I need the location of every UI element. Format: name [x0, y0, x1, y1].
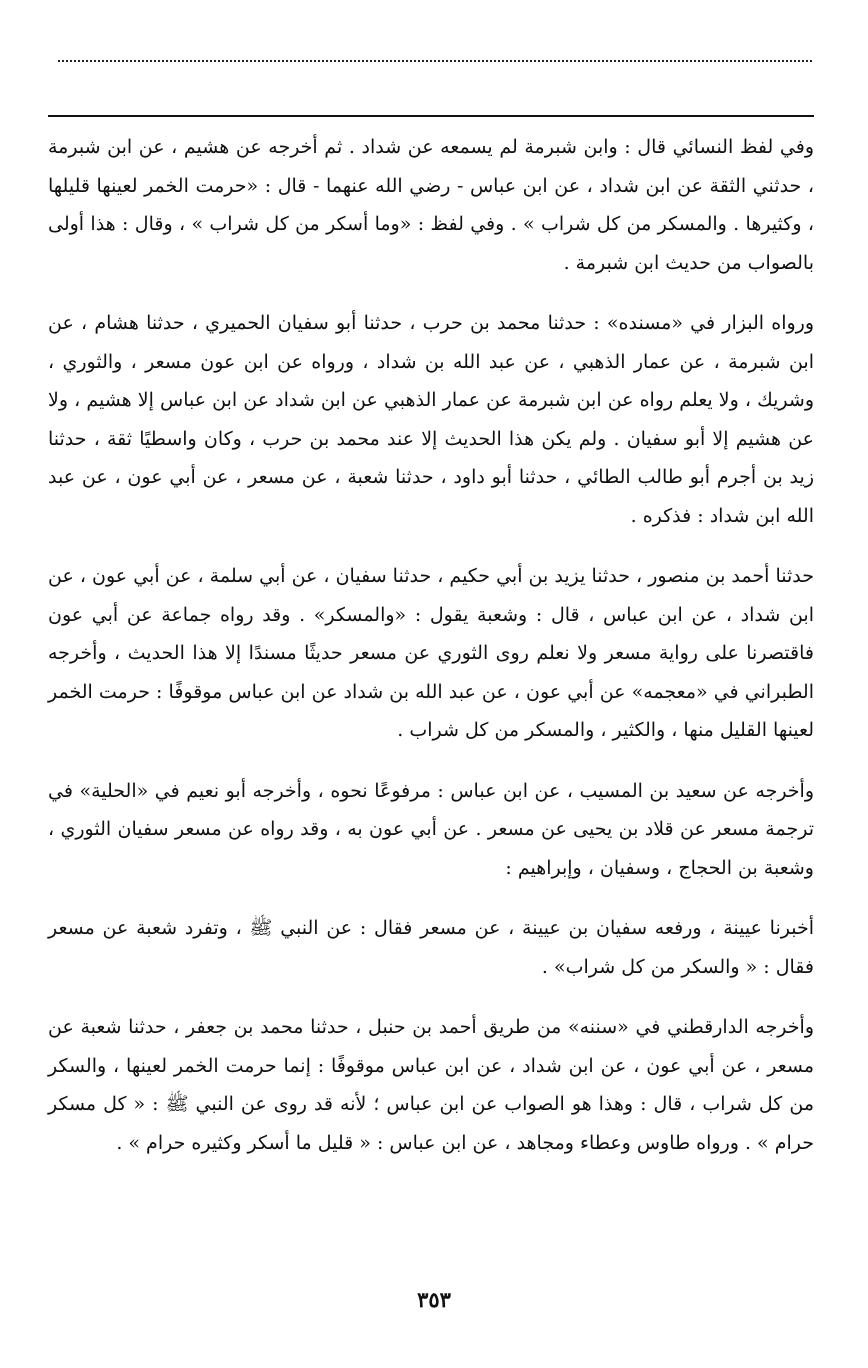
page-number: ٣٥٣ [417, 1287, 451, 1312]
paragraph-4: وأخرجه عن سعيد بن المسيب ، عن ابن عباس : مرفوعًا نحوه ، وأخرجه أبو نعيم في «الحلية» في ترجمة مسعر عن قلاد بن يحيى عن مسعر . عن أبي عون به ، وقد رواه عن مسعر سفيان الثوري ، وشعبة بن الحجاج ، وسفيان ، وإبراهيم : [48, 779, 814, 879]
paragraph-6: وأخرجه الدارقطني في «سننه» من طريق أحمد بن حنبل ، حدثنا محمد بن جعفر ، حدثنا شعبة عن مسعر ، عن أبي عون ، عن ابن شداد ، عن ابن عباس موقوفًا : إنما حرمت الخمر لعينها ، والسكر من كل شراب ، قال : وهذا هو الصواب عن ابن عباس ؛ لأنه قد روى عن النبي ﷺ : « كل مسكر حرام » . ورواه طاوس وعطاء ومجاهد ، عن ابن عباس : « قليل ما أسكر وكثيره حرام » . [48, 1016, 814, 1154]
paragraph-2: ورواه البزار في «مسنده» : حدثنا محمد بن حرب ، حدثنا أبو سفيان الحميري ، حدثنا هشام ، عن ابن شبرمة ، عن عمار الذهبي ، عن عبد الله بن شداد ، ورواه عن ابن عون مسعر ، والثوري ، وشريك ، ولا يعلم رواه عن ابن شبرمة عن عمار الذهبي عن ابن شداد عن ابن عباس إلا هشيم ، ولا عن هشيم إلا أبو سفيان . ولم يكن هذا الحديث إلا عند محمد بن حرب ، وكان واسطيًا ثقة ، حدثنا زيد بن أجرم أبو طالب الطائي ، حدثنا أبو داود ، حدثنا شعبة ، عن مسعر ، عن أبي عون ، عن عبد الله ابن شداد : فذكره . [48, 312, 814, 527]
paragraph-5: أخبرنا عيينة ، ورفعه سفيان بن عيينة ، عن مسعر فقال : عن النبي ﷺ ، وتفرد شعبة عن مسعر فقال : « والسكر من كل شراب» . [48, 917, 814, 978]
paragraph-1: وفي لفظ النسائي قال : وابن شبرمة لم يسمعه عن شداد . ثم أخرجه عن هشيم ، عن ابن شبرمة ، حدثني الثقة عن ابن شداد ، عن ابن عباس - رضي الله عنهما - قال : «حرمت الخمر لعينها قليلها ، وكثيرها . والمسكر من كل شراب » . وفي لفظ : «وما أسكر من كل شراب » ، وقال : هذا أولى بالصواب من حديث ابن شبرمة . [48, 136, 814, 274]
header-rule [48, 115, 814, 117]
page-body [48, 128, 814, 1184]
header-dotted-leader [58, 60, 812, 62]
paragraph-3: حدثنا أحمد بن منصور ، حدثنا يزيد بن أبي حكيم ، حدثنا سفيان ، عن أبي سلمة ، عن أبي عون ، عن ابن شداد ، عن ابن عباس ، قال : وشعبة يقول : «والمسكر» . وقد رواه جماعة عن أبي عون فاقتصرنا على رواية مسعر ولا نعلم روى الثوري عن مسعر حديثًا مسندًا إلا هذا الحديث ، وأخرجه الطبراني في «معجمه» عن أبي عون ، عن عبد الله بن شداد عن ابن عباس موقوفًا : حرمت الخمر لعينها القليل منها ، والكثير ، والمسكر من كل شراب . [48, 565, 814, 741]
